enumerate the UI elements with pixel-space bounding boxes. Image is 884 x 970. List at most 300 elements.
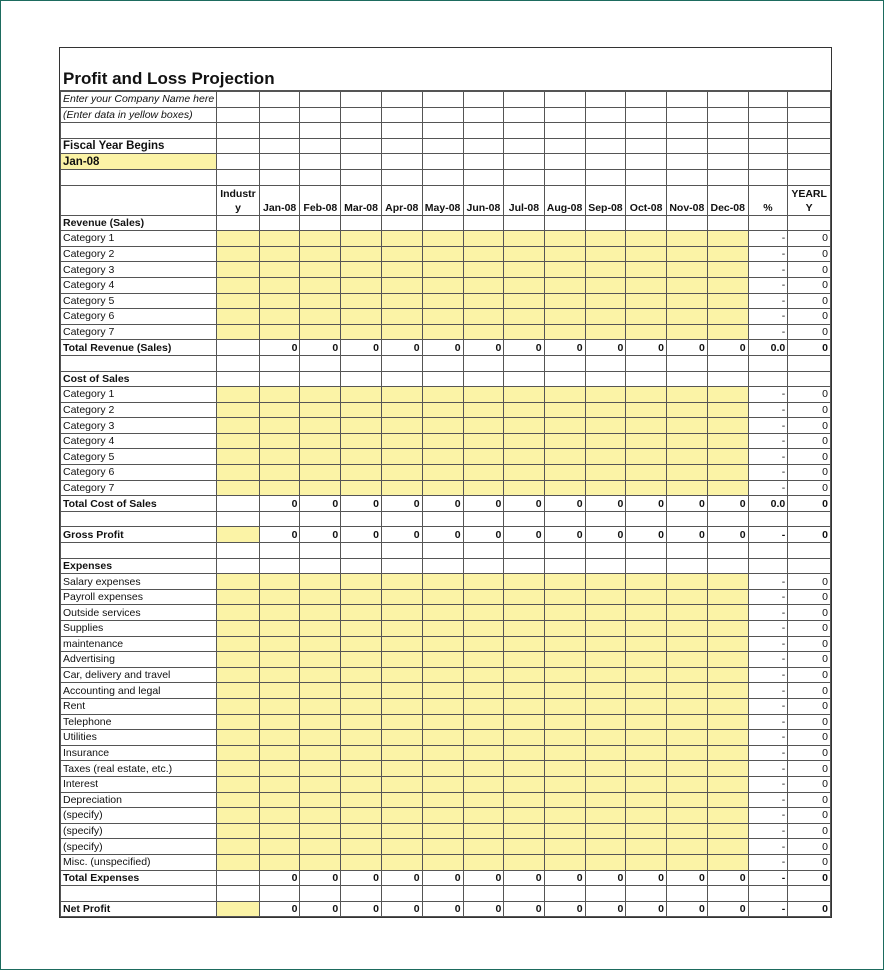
month-input[interactable] — [300, 761, 341, 777]
month-input[interactable] — [463, 433, 504, 449]
month-input[interactable] — [626, 730, 667, 746]
month-input[interactable] — [666, 574, 707, 590]
month-input[interactable] — [544, 433, 585, 449]
month-input[interactable] — [422, 745, 463, 761]
month-input[interactable] — [544, 402, 585, 418]
month-input[interactable] — [259, 574, 300, 590]
month-input[interactable] — [626, 589, 667, 605]
month-input[interactable] — [707, 776, 748, 792]
month-input[interactable] — [585, 667, 626, 683]
month-input[interactable] — [300, 667, 341, 683]
month-input[interactable] — [585, 309, 626, 325]
month-input[interactable] — [381, 808, 422, 824]
month-input[interactable] — [341, 776, 382, 792]
month-input[interactable] — [381, 621, 422, 637]
month-input[interactable] — [707, 854, 748, 870]
month-input[interactable] — [259, 231, 300, 247]
month-input[interactable] — [422, 246, 463, 262]
month-input[interactable] — [504, 309, 544, 325]
month-input[interactable] — [300, 854, 341, 870]
industry-input[interactable] — [217, 808, 260, 824]
month-input[interactable] — [300, 433, 341, 449]
month-input[interactable] — [666, 387, 707, 403]
month-input[interactable] — [585, 402, 626, 418]
month-input[interactable] — [707, 621, 748, 637]
industry-input[interactable] — [217, 839, 260, 855]
month-input[interactable] — [463, 402, 504, 418]
month-input[interactable] — [585, 683, 626, 699]
month-input[interactable] — [585, 324, 626, 340]
month-input[interactable] — [259, 839, 300, 855]
month-input[interactable] — [259, 730, 300, 746]
month-input[interactable] — [300, 823, 341, 839]
month-input[interactable] — [544, 761, 585, 777]
month-input[interactable] — [707, 480, 748, 496]
month-input[interactable] — [463, 246, 504, 262]
month-input[interactable] — [666, 293, 707, 309]
month-input[interactable] — [666, 823, 707, 839]
month-input[interactable] — [341, 246, 382, 262]
month-input[interactable] — [259, 449, 300, 465]
month-input[interactable] — [626, 823, 667, 839]
month-input[interactable] — [259, 387, 300, 403]
month-input[interactable] — [585, 574, 626, 590]
month-input[interactable] — [381, 589, 422, 605]
month-input[interactable] — [666, 449, 707, 465]
month-input[interactable] — [381, 698, 422, 714]
month-input[interactable] — [463, 667, 504, 683]
month-input[interactable] — [544, 418, 585, 434]
month-input[interactable] — [259, 277, 300, 293]
month-input[interactable] — [259, 652, 300, 668]
month-input[interactable] — [300, 730, 341, 746]
month-input[interactable] — [504, 652, 544, 668]
month-input[interactable] — [707, 745, 748, 761]
month-input[interactable] — [422, 808, 463, 824]
month-input[interactable] — [626, 449, 667, 465]
industry-input[interactable] — [217, 402, 260, 418]
month-input[interactable] — [504, 231, 544, 247]
month-input[interactable] — [585, 698, 626, 714]
month-input[interactable] — [341, 293, 382, 309]
month-input[interactable] — [259, 621, 300, 637]
month-input[interactable] — [666, 402, 707, 418]
month-input[interactable] — [585, 231, 626, 247]
month-input[interactable] — [341, 652, 382, 668]
month-input[interactable] — [666, 324, 707, 340]
month-input[interactable] — [259, 823, 300, 839]
month-input[interactable] — [341, 605, 382, 621]
month-input[interactable] — [300, 808, 341, 824]
month-input[interactable] — [544, 667, 585, 683]
month-input[interactable] — [341, 449, 382, 465]
month-input[interactable] — [585, 652, 626, 668]
month-input[interactable] — [666, 745, 707, 761]
month-input[interactable] — [626, 293, 667, 309]
month-input[interactable] — [381, 854, 422, 870]
month-input[interactable] — [300, 293, 341, 309]
month-input[interactable] — [544, 652, 585, 668]
industry-cell[interactable] — [217, 901, 260, 917]
month-input[interactable] — [381, 418, 422, 434]
month-input[interactable] — [707, 387, 748, 403]
industry-input[interactable] — [217, 309, 260, 325]
month-input[interactable] — [381, 402, 422, 418]
month-input[interactable] — [544, 808, 585, 824]
month-input[interactable] — [504, 776, 544, 792]
month-input[interactable] — [626, 402, 667, 418]
month-input[interactable] — [463, 823, 504, 839]
month-input[interactable] — [259, 246, 300, 262]
month-input[interactable] — [544, 293, 585, 309]
industry-input[interactable] — [217, 745, 260, 761]
month-input[interactable] — [626, 621, 667, 637]
month-input[interactable] — [626, 667, 667, 683]
month-input[interactable] — [300, 277, 341, 293]
month-input[interactable] — [341, 636, 382, 652]
month-input[interactable] — [300, 246, 341, 262]
month-input[interactable] — [626, 854, 667, 870]
month-input[interactable] — [666, 714, 707, 730]
month-input[interactable] — [504, 698, 544, 714]
industry-input[interactable] — [217, 324, 260, 340]
fiscal-year-input[interactable]: Jan-08 — [61, 154, 217, 170]
month-input[interactable] — [626, 309, 667, 325]
month-input[interactable] — [381, 465, 422, 481]
month-input[interactable] — [463, 277, 504, 293]
month-input[interactable] — [381, 714, 422, 730]
month-input[interactable] — [585, 387, 626, 403]
month-input[interactable] — [626, 745, 667, 761]
month-input[interactable] — [504, 854, 544, 870]
month-input[interactable] — [259, 262, 300, 278]
month-input[interactable] — [422, 324, 463, 340]
month-input[interactable] — [666, 418, 707, 434]
month-input[interactable] — [626, 683, 667, 699]
month-input[interactable] — [463, 309, 504, 325]
month-input[interactable] — [544, 854, 585, 870]
month-input[interactable] — [666, 277, 707, 293]
month-input[interactable] — [300, 231, 341, 247]
month-input[interactable] — [463, 387, 504, 403]
month-input[interactable] — [422, 776, 463, 792]
month-input[interactable] — [463, 465, 504, 481]
month-input[interactable] — [381, 324, 422, 340]
month-input[interactable] — [300, 465, 341, 481]
month-input[interactable] — [463, 262, 504, 278]
month-input[interactable] — [666, 854, 707, 870]
month-input[interactable] — [463, 636, 504, 652]
company-name-input[interactable]: Enter your Company Name here — [61, 92, 217, 108]
industry-cell[interactable] — [217, 527, 260, 543]
month-input[interactable] — [544, 231, 585, 247]
month-input[interactable] — [585, 262, 626, 278]
month-input[interactable] — [463, 231, 504, 247]
month-input[interactable] — [544, 636, 585, 652]
month-input[interactable] — [544, 465, 585, 481]
month-input[interactable] — [341, 808, 382, 824]
month-input[interactable] — [707, 589, 748, 605]
month-input[interactable] — [666, 792, 707, 808]
month-input[interactable] — [544, 324, 585, 340]
month-input[interactable] — [381, 277, 422, 293]
month-input[interactable] — [463, 761, 504, 777]
month-input[interactable] — [504, 808, 544, 824]
industry-input[interactable] — [217, 465, 260, 481]
month-input[interactable] — [626, 433, 667, 449]
month-input[interactable] — [544, 823, 585, 839]
month-input[interactable] — [381, 246, 422, 262]
month-input[interactable] — [707, 698, 748, 714]
month-input[interactable] — [544, 776, 585, 792]
industry-input[interactable] — [217, 792, 260, 808]
month-input[interactable] — [504, 277, 544, 293]
month-input[interactable] — [626, 652, 667, 668]
month-input[interactable] — [585, 480, 626, 496]
month-input[interactable] — [422, 683, 463, 699]
industry-input[interactable] — [217, 387, 260, 403]
month-input[interactable] — [504, 262, 544, 278]
month-input[interactable] — [463, 792, 504, 808]
month-input[interactable] — [666, 589, 707, 605]
month-input[interactable] — [585, 636, 626, 652]
month-input[interactable] — [341, 324, 382, 340]
month-input[interactable] — [666, 605, 707, 621]
month-input[interactable] — [504, 823, 544, 839]
month-input[interactable] — [666, 839, 707, 855]
month-input[interactable] — [341, 839, 382, 855]
month-input[interactable] — [666, 683, 707, 699]
month-input[interactable] — [707, 231, 748, 247]
month-input[interactable] — [341, 262, 382, 278]
month-input[interactable] — [300, 776, 341, 792]
month-input[interactable] — [585, 433, 626, 449]
month-input[interactable] — [463, 808, 504, 824]
month-input[interactable] — [341, 621, 382, 637]
month-input[interactable] — [341, 309, 382, 325]
month-input[interactable] — [463, 839, 504, 855]
month-input[interactable] — [463, 745, 504, 761]
month-input[interactable] — [626, 792, 667, 808]
month-input[interactable] — [381, 293, 422, 309]
month-input[interactable] — [707, 636, 748, 652]
month-input[interactable] — [422, 792, 463, 808]
month-input[interactable] — [585, 761, 626, 777]
month-input[interactable] — [341, 730, 382, 746]
month-input[interactable] — [544, 246, 585, 262]
month-input[interactable] — [666, 231, 707, 247]
month-input[interactable] — [707, 574, 748, 590]
month-input[interactable] — [422, 589, 463, 605]
industry-input[interactable] — [217, 730, 260, 746]
month-input[interactable] — [585, 418, 626, 434]
month-input[interactable] — [381, 776, 422, 792]
month-input[interactable] — [544, 621, 585, 637]
month-input[interactable] — [707, 652, 748, 668]
month-input[interactable] — [381, 309, 422, 325]
month-input[interactable] — [422, 761, 463, 777]
industry-input[interactable] — [217, 776, 260, 792]
month-input[interactable] — [666, 480, 707, 496]
month-input[interactable] — [422, 293, 463, 309]
month-input[interactable] — [341, 683, 382, 699]
month-input[interactable] — [666, 761, 707, 777]
month-input[interactable] — [504, 745, 544, 761]
month-input[interactable] — [626, 776, 667, 792]
month-input[interactable] — [544, 714, 585, 730]
month-input[interactable] — [381, 667, 422, 683]
month-input[interactable] — [626, 262, 667, 278]
month-input[interactable] — [504, 433, 544, 449]
month-input[interactable] — [585, 776, 626, 792]
industry-input[interactable] — [217, 574, 260, 590]
month-input[interactable] — [585, 854, 626, 870]
month-input[interactable] — [707, 324, 748, 340]
month-input[interactable] — [259, 293, 300, 309]
month-input[interactable] — [666, 776, 707, 792]
month-input[interactable] — [422, 231, 463, 247]
month-input[interactable] — [707, 714, 748, 730]
month-input[interactable] — [504, 246, 544, 262]
month-input[interactable] — [544, 839, 585, 855]
month-input[interactable] — [463, 449, 504, 465]
month-input[interactable] — [707, 293, 748, 309]
month-input[interactable] — [666, 246, 707, 262]
month-input[interactable] — [422, 730, 463, 746]
month-input[interactable] — [626, 839, 667, 855]
month-input[interactable] — [381, 730, 422, 746]
month-input[interactable] — [422, 854, 463, 870]
month-input[interactable] — [422, 667, 463, 683]
month-input[interactable] — [259, 465, 300, 481]
month-input[interactable] — [381, 433, 422, 449]
month-input[interactable] — [422, 605, 463, 621]
month-input[interactable] — [422, 465, 463, 481]
month-input[interactable] — [381, 449, 422, 465]
month-input[interactable] — [544, 589, 585, 605]
month-input[interactable] — [300, 698, 341, 714]
industry-input[interactable] — [217, 589, 260, 605]
month-input[interactable] — [381, 761, 422, 777]
month-input[interactable] — [707, 683, 748, 699]
month-input[interactable] — [585, 605, 626, 621]
month-input[interactable] — [666, 262, 707, 278]
month-input[interactable] — [300, 309, 341, 325]
month-input[interactable] — [666, 652, 707, 668]
month-input[interactable] — [259, 808, 300, 824]
industry-input[interactable] — [217, 652, 260, 668]
industry-input[interactable] — [217, 854, 260, 870]
month-input[interactable] — [422, 418, 463, 434]
month-input[interactable] — [422, 262, 463, 278]
month-input[interactable] — [463, 776, 504, 792]
month-input[interactable] — [300, 745, 341, 761]
month-input[interactable] — [544, 480, 585, 496]
month-input[interactable] — [422, 698, 463, 714]
month-input[interactable] — [626, 246, 667, 262]
month-input[interactable] — [300, 636, 341, 652]
month-input[interactable] — [341, 667, 382, 683]
month-input[interactable] — [463, 589, 504, 605]
month-input[interactable] — [504, 449, 544, 465]
month-input[interactable] — [341, 387, 382, 403]
month-input[interactable] — [707, 433, 748, 449]
month-input[interactable] — [300, 839, 341, 855]
month-input[interactable] — [666, 621, 707, 637]
month-input[interactable] — [585, 714, 626, 730]
month-input[interactable] — [463, 714, 504, 730]
month-input[interactable] — [300, 605, 341, 621]
month-input[interactable] — [259, 667, 300, 683]
month-input[interactable] — [259, 745, 300, 761]
month-input[interactable] — [504, 293, 544, 309]
month-input[interactable] — [341, 761, 382, 777]
month-input[interactable] — [544, 262, 585, 278]
month-input[interactable] — [585, 823, 626, 839]
month-input[interactable] — [666, 309, 707, 325]
month-input[interactable] — [707, 402, 748, 418]
month-input[interactable] — [504, 761, 544, 777]
month-input[interactable] — [585, 792, 626, 808]
month-input[interactable] — [463, 683, 504, 699]
month-input[interactable] — [626, 465, 667, 481]
month-input[interactable] — [381, 262, 422, 278]
month-input[interactable] — [259, 589, 300, 605]
month-input[interactable] — [422, 309, 463, 325]
month-input[interactable] — [544, 574, 585, 590]
month-input[interactable] — [422, 277, 463, 293]
industry-input[interactable] — [217, 433, 260, 449]
month-input[interactable] — [300, 418, 341, 434]
month-input[interactable] — [707, 730, 748, 746]
month-input[interactable] — [626, 605, 667, 621]
month-input[interactable] — [259, 605, 300, 621]
month-input[interactable] — [422, 433, 463, 449]
industry-input[interactable] — [217, 714, 260, 730]
industry-input[interactable] — [217, 667, 260, 683]
month-input[interactable] — [707, 262, 748, 278]
month-input[interactable] — [666, 808, 707, 824]
month-input[interactable] — [666, 698, 707, 714]
month-input[interactable] — [544, 387, 585, 403]
month-input[interactable] — [585, 465, 626, 481]
month-input[interactable] — [259, 309, 300, 325]
month-input[interactable] — [259, 480, 300, 496]
month-input[interactable] — [544, 745, 585, 761]
month-input[interactable] — [341, 589, 382, 605]
month-input[interactable] — [626, 636, 667, 652]
month-input[interactable] — [381, 683, 422, 699]
industry-input[interactable] — [217, 277, 260, 293]
month-input[interactable] — [585, 449, 626, 465]
month-input[interactable] — [341, 465, 382, 481]
month-input[interactable] — [504, 683, 544, 699]
month-input[interactable] — [422, 387, 463, 403]
month-input[interactable] — [626, 480, 667, 496]
month-input[interactable] — [504, 667, 544, 683]
month-input[interactable] — [585, 293, 626, 309]
month-input[interactable] — [544, 309, 585, 325]
month-input[interactable] — [707, 792, 748, 808]
month-input[interactable] — [422, 480, 463, 496]
month-input[interactable] — [381, 605, 422, 621]
month-input[interactable] — [381, 823, 422, 839]
month-input[interactable] — [341, 823, 382, 839]
month-input[interactable] — [341, 698, 382, 714]
industry-input[interactable] — [217, 621, 260, 637]
month-input[interactable] — [381, 387, 422, 403]
industry-input[interactable] — [217, 449, 260, 465]
